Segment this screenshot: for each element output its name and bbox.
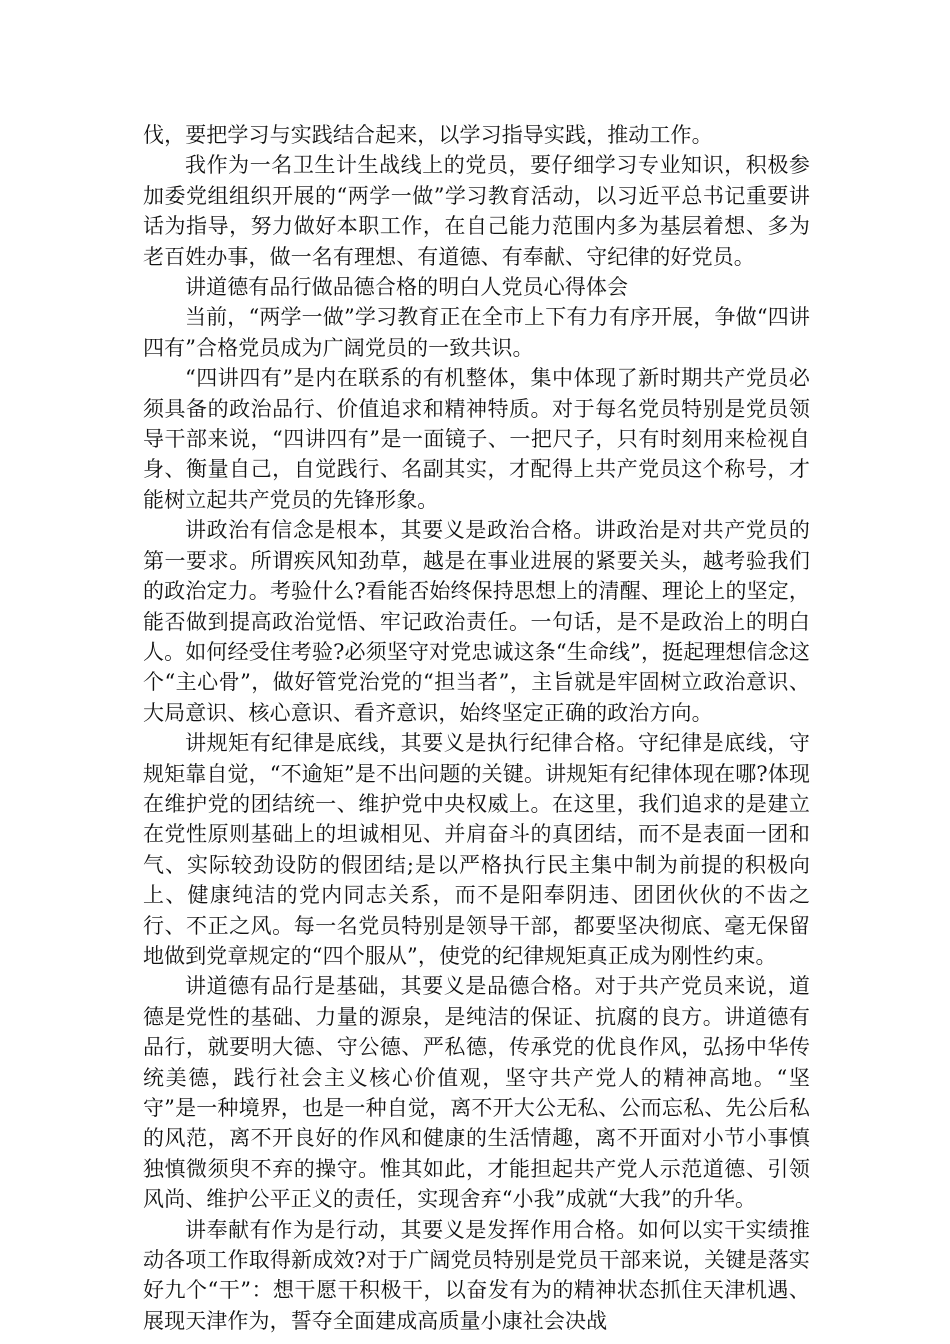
paragraph-intro: 当前，“两学一做”学习教育正在全市上下有力有序开展，争做“四讲四有”合格党员成为广阔党员的一致共识。 (143, 305, 810, 360)
paragraph-continuation: 伐，要把学习与实践结合起来，以学习指导实践，推动工作。 (143, 123, 713, 147)
paragraph-politics: 讲政治有信念是根本，其要义是政治合格。讲政治是对共产党员的第一要求。所谓疾风知劲草，越是在事业进展的紧要关头，越考验我们的政治定力。考验什么?看能否始终保持思想上的清醒、理论上的坚定，能否做到提高政治觉悟、牢记政治责任。一句话，是不是政治上的明白人。如何经受住考验?必须坚守对党忠诚这条“生命线”，挺起理想信念这个“主心骨”，做好管党治党的“担当者”，主旨就是牢固树立政治意识、大局意识、核心意识、看齐意识，始终坚定正确的政治方向。 (143, 518, 810, 725)
paragraph-dedication: 讲奉献有作为是行动，其要义是发挥作用合格。如何以实干实绩推动各项工作取得新成效?对于广阔党员特别是党员干部来说，关键是落实好九个“干”：想干愿干积极干，以奋发有为的精神状态抓住天津机遇、展现天津作为，誓夺全面建成高质量小康社会决战 (143, 1217, 810, 1333)
paragraph-morality: 讲道德有品行是基础，其要义是品德合格。对于共产党员来说，道德是党性的基础、力量的源泉，是纯洁的保证、抗腐的良方。讲道德有品行，就要明大德、守公德、严私德，传承党的优良作风，弘扬中华传统美德，践行社会主义核心价值观，坚守共产党人的精神高地。“坚守”是一种境界，也是一种自觉，离不开大公无私、公而忘私、先公后私的风范，离不开良好的作风和健康的生活情趣，离不开面对小节小事慎独慎微须臾不弃的操守。惟其如此，才能担起共产党人示范道德、引领风尚、维护公平正义的责任，实现舍弃“小我”成就“大我”的升华。 (143, 974, 810, 1212)
paragraph-four-speaks: “四讲四有”是内在联系的有机整体，集中体现了新时期共产党员必须具备的政治品行、价值追求和精神特质。对于每名党员特别是党员领导干部来说，“四讲四有”是一面镜子、一把尺子，只有时刻用来检视自身、衡量自己，自觉践行、名副其实，才配得上共产党员这个称号，才能树立起共产党员的先锋形象。 (143, 366, 810, 512)
paragraph-personal-commitment: 我作为一名卫生计生战线上的党员，要仔细学习专业知识，积极参加委党组组织开展的“两学一做”学习教育活动，以习近平总书记重要讲话为指导，努力做好本职工作，在自己能力范围内多为基层着想、多为老百姓办事，做一名有理想、有道德、有奉献、守纪律的好党员。 (143, 153, 810, 269)
document-body (143, 120, 810, 1336)
section-heading: 讲道德有品行做品德合格的明白人党员心得体会 (185, 275, 629, 300)
paragraph-discipline: 讲规矩有纪律是底线，其要义是执行纪律合格。守纪律是底线，守规矩靠自觉，“不逾矩”是不出问题的关键。讲规矩有纪律体现在哪?体现在维护党的团结统一、维护党中央权威上。在这里，我们追求的是建立在党性原则基础上的坦诚相见、并肩奋斗的真团结，而不是表面一团和气、实际较劲设防的假团结;是以严格执行民主集中制为前提的积极向上、健康纯洁的党内同志关系，而不是阳奉阴违、团团伙伙的不齿之行、不正之风。每一名党员特别是领导干部，都要坚决彻底、毫无保留地做到党章规定的“四个服从”，使党的纪律规矩真正成为刚性约束。 (143, 731, 810, 968)
